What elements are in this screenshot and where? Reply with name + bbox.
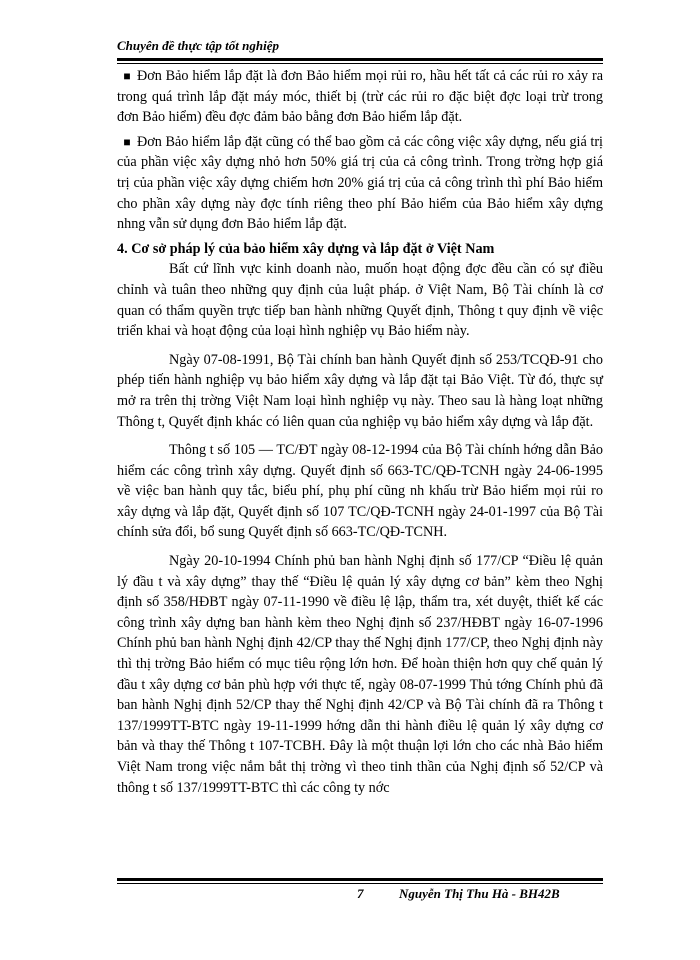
body-paragraph: Ngày 20-10-1994 Chính phủ ban hành Nghị định số 177/CP “Điều lệ quản lý đầu t và xây dựng” thay thế “Điều lệ quản lý xây dựng cơ bản” kèm theo Nghị định số 358/HĐBT ngày 07-11-1990 về điều lệ lập, thẩm tra, xét duyệt, thiết kế các công trình xây dựng ban hành kèm theo Nghị định số 237/HĐBT ngày 16-07-1996 Chính phủ ban hành Nghị định 42/CP thay thế Nghị định 177/CP, theo Nghị định này thì thị trờng Bảo hiểm có mục tiêu rộng lớn hơn. Để hoàn thiện hơn quy chế quản lý đầu t xây dựng cơ bản phù hợp với thực tế, ngày 08-07-1999 Thủ tớng Chính phủ đã ban hành Nghị định 52/CP thay thế Nghị định 42/CP và Bộ Tài chính đã ra Thông t 137/1999TT-BTC ngày 19-11-1999 hớng dẫn thi hành điều lệ quản lý xây dựng cơ bản và thay thế Thông t 107-TCBH. Đây là một thuận lợi lớn cho các nhà Bảo hiểm Việt Nam trong việc nắm bắt thị trờng vì theo tinh thần của Nghị định số 52/CP và thông t số 137/1999TT-BTC thì các công ty nớc (117, 553, 603, 796)
bullet-paragraph (117, 66, 603, 128)
header-rule (117, 58, 603, 64)
bullet-square-icon: ■ (123, 69, 131, 83)
bullet-square-icon: ■ (123, 134, 131, 149)
body-paragraph: Thông t số 105 — TC/ĐT ngày 08-12-1994 của Bộ Tài chính hớng dẫn Bảo hiểm các công trình xây dựng. Quyết định số 663-TC/QĐ-TCNH ngày 24-06-1995 về việc ban hành quy tắc, biểu phí, phụ phí cũng nh khấu trừ Bảo hiểm mọi rủi ro xây dựng và lắp đặt, Quyết định số 107 TC/QĐ-TCNH ngày 24-01-1997 của Bộ Tài chính sửa đổi, bổ sung Quyết định số 663-TC/QĐ-TCNH. (117, 442, 603, 541)
body-paragraph: Ngày 07-08-1991, Bộ Tài chính ban hành Quyết định số 253/TCQĐ-91 cho phép tiến hành nghiệp vụ bảo hiểm xây dựng và lắp đặt tại Bảo Việt. Từ đó, thực sự mở ra trên thị trờng Việt Nam loại hình nghiệp vụ này. Theo sau là hàng loạt những Thông t, Quyết định khác có liên quan của nghiệp vụ bảo hiểm xây dựng và lắp đặt. (117, 351, 603, 430)
footer-author: Nguyễn Thị Thu Hà - BH42B (399, 886, 560, 901)
footer-rule (117, 878, 603, 884)
body-paragraph: Bất cứ lĩnh vực kinh doanh nào, muốn hoạt động đợc đều cần có sự điều chỉnh và tuân theo những quy định của luật pháp. ở Việt Nam, Bộ Tài chính là cơ quan có thẩm quyền trực tiếp ban hành những Quyết định, Thông t quy định về việc triển khai và hoạt động của loại hình nghiệp vụ Bảo hiểm này. (117, 261, 603, 340)
bullet-text: Đơn Bảo hiểm lắp đặt cũng có thể bao gồm cả các công việc xây dựng, nếu giá trị của phần việc xây dựng nhỏ hơn 50% giá trị của cả công trình. Trong trờng hợp giá trị của phần việc xây dựng chiếm hơn 20% giá trị của cả công trình thì phí Bảo hiểm cho phần xây dựng này đợc tính riêng theo phí Bảo hiểm của Bảo hiểm xây dựng nhng vẫn sử dụng đơn Bảo hiểm lắp đặt. (117, 133, 603, 233)
section-heading: 4. Cơ sở pháp lý của bảo hiểm xây dựng và lắp đặt ở Việt Nam (117, 240, 495, 257)
bullet-paragraph (117, 132, 603, 235)
page-header-title: Chuyên đề thực tập tốt nghiệp (117, 38, 279, 53)
document-body (117, 66, 603, 806)
bullet-text: Đơn Bảo hiểm lắp đặt là đơn Bảo hiểm mọi rủi ro, hầu hết tất cả các rủi ro xảy ra trong quá trình lắp đặt máy móc, thiết bị (trừ các rủi ro đặc biệt đợc loại trừ trong đơn Bảo hiểm) đều đợc đảm bảo bằng đơn Bảo hiểm lắp đặt. (117, 68, 603, 126)
page-number: 7 (357, 886, 364, 901)
